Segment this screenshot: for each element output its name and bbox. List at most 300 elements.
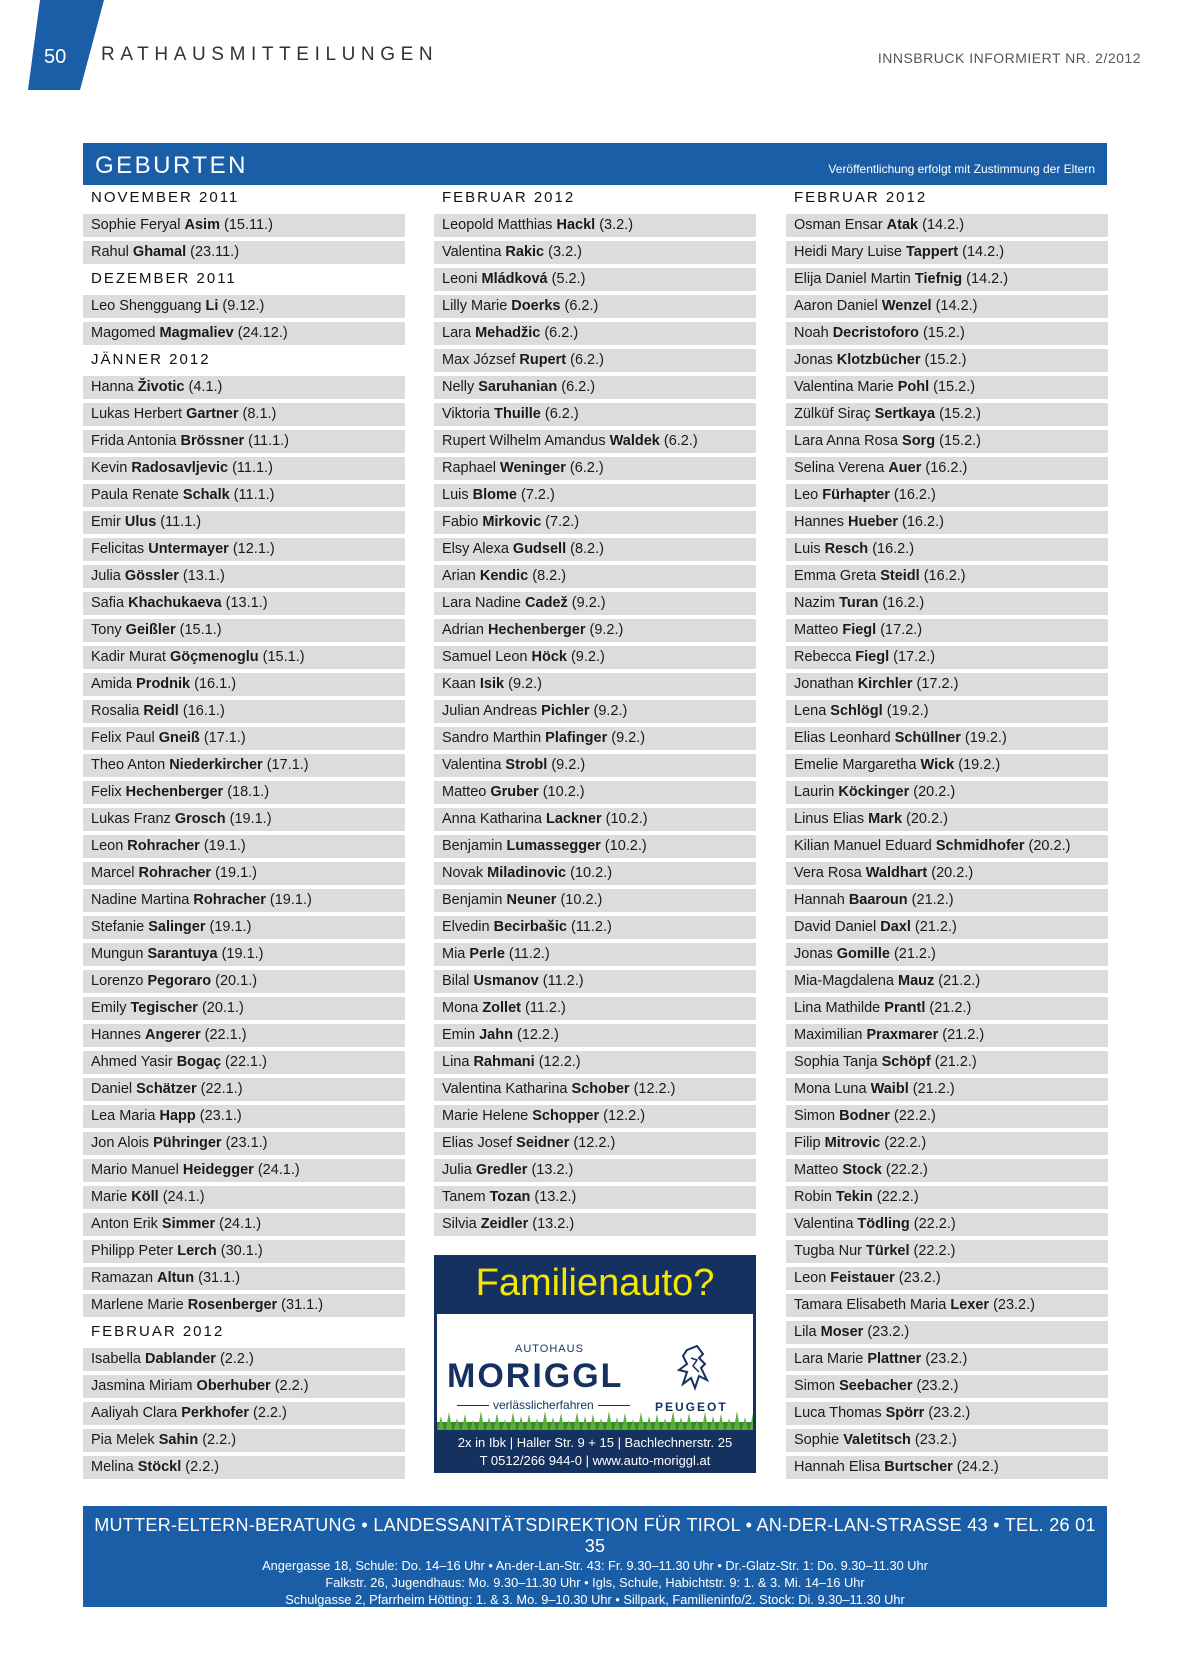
birth-entry	[786, 1159, 1108, 1182]
birth-date: (16.1.)	[190, 676, 237, 692]
surname: Rahmani	[473, 1054, 535, 1070]
surname: Sarantuya	[147, 946, 218, 962]
birth-date: (14.2.)	[958, 244, 1005, 260]
surname: Zeidler	[480, 1216, 529, 1232]
surname: Daxl	[880, 919, 911, 935]
surname: Mauz	[897, 973, 935, 989]
birth-date: (11.1.)	[156, 514, 202, 530]
birth-entry	[83, 511, 405, 534]
birth-entry	[786, 673, 1108, 696]
surname: Reidl	[143, 703, 179, 719]
birth-entry	[434, 430, 756, 453]
given-names: Elvedin	[442, 919, 494, 935]
given-names: Marie	[91, 1189, 132, 1205]
given-names: Emily	[91, 1000, 131, 1016]
birth-date: (13.1.)	[178, 568, 225, 584]
given-names: Leoni	[442, 271, 482, 287]
surname: Oberhuber	[196, 1378, 271, 1394]
given-names: Valentina Katharina	[442, 1081, 572, 1097]
given-names: Kevin	[91, 460, 132, 476]
birth-entry	[786, 916, 1108, 939]
month-heading: NOVEMBER 2011	[83, 187, 405, 210]
surname: Sorg	[902, 433, 936, 449]
birth-entry	[434, 403, 756, 426]
birth-date: (21.2.)	[889, 946, 936, 962]
birth-entry	[786, 565, 1108, 588]
birth-date: (9.2.)	[567, 595, 606, 611]
surname: Lackner	[546, 811, 602, 827]
given-names: Hanna	[91, 379, 138, 395]
given-names: Tony	[91, 622, 126, 638]
given-names: Rupert Wilhelm Amandus	[442, 433, 610, 449]
given-names: Mia-Magdalena	[794, 973, 898, 989]
given-names: Luis	[442, 487, 473, 503]
birth-entry	[434, 1078, 756, 1101]
ad-address: 2x in Ibk | Haller Str. 9 + 15 | Bachlechnerstr. 25	[457, 1435, 733, 1450]
birth-entry	[786, 1294, 1108, 1317]
birth-entry	[434, 673, 756, 696]
birth-date: (31.1.)	[277, 1297, 324, 1313]
birth-date: (23.2.)	[912, 1378, 959, 1394]
given-names: Jonas	[794, 352, 837, 368]
birth-entry	[434, 295, 756, 318]
birth-entry	[786, 295, 1108, 318]
surname: Köll	[131, 1189, 159, 1205]
birth-date: (23.2.)	[863, 1324, 910, 1340]
birth-entry	[434, 349, 756, 372]
ad-headline-band	[437, 1258, 753, 1314]
surname: Perkhofer	[181, 1405, 249, 1421]
birth-date: (15.2.)	[935, 433, 981, 449]
birth-date: (3.2.)	[595, 217, 634, 233]
given-names: Filip	[794, 1135, 825, 1151]
surname: Schöpf	[881, 1054, 931, 1070]
surname: Auer	[888, 460, 922, 476]
surname: Schätzer	[136, 1081, 197, 1097]
birth-date: (9.2.)	[607, 730, 646, 746]
footer-line: Technikerstr. 84, ISD-Wohnheim: Di. 9.30–11.30 Uhr • Wörndlestr. 2: Di. 14–16 Uhr	[360, 1609, 830, 1624]
surname: Gartner	[186, 406, 239, 422]
birth-date: (17.2.)	[889, 649, 936, 665]
surname: Wick	[920, 757, 955, 773]
birth-date: (14.2.)	[931, 298, 978, 314]
surname: Gudsell	[512, 541, 567, 557]
surname: Lumassegger	[506, 838, 601, 854]
given-names: Emir	[91, 514, 125, 530]
surname: Stock	[842, 1162, 882, 1178]
birth-entry	[786, 511, 1108, 534]
given-names: Lorenzo	[91, 973, 148, 989]
birth-date: (21.2.)	[907, 892, 954, 908]
birth-entry	[83, 835, 405, 858]
given-names: Mungun	[91, 946, 148, 962]
surname: Grosch	[174, 811, 226, 827]
birth-entry	[83, 1402, 405, 1425]
birth-date: (24.1.)	[215, 1216, 262, 1232]
surname: Gneiß	[158, 730, 200, 746]
surname: Plafinger	[545, 730, 608, 746]
birth-date: (9.2.)	[589, 703, 628, 719]
given-names: Sophie Feryal	[91, 217, 185, 233]
surname: Usmanov	[473, 973, 539, 989]
given-names: Hannes	[794, 514, 849, 530]
birth-entry	[786, 943, 1108, 966]
birth-entry	[83, 943, 405, 966]
birth-entry	[83, 1267, 405, 1290]
birth-date: (6.2.)	[565, 460, 604, 476]
surname: Isik	[479, 676, 505, 692]
birth-entry	[786, 970, 1108, 993]
surname: Životic	[137, 379, 185, 395]
birth-date: (12.2.)	[512, 1027, 559, 1043]
given-names: Osman Ensar	[794, 217, 887, 233]
given-names: Marie Helene	[442, 1108, 533, 1124]
birth-entry	[83, 1186, 405, 1209]
birth-date: (16.2.)	[889, 487, 936, 503]
given-names: David Daniel	[794, 919, 881, 935]
given-names: Leon	[91, 838, 128, 854]
birth-date: (13.1.)	[221, 595, 268, 611]
given-names: Samuel Leon	[442, 649, 532, 665]
given-names: Benjamin	[442, 892, 507, 908]
surname: Geißler	[125, 622, 176, 638]
given-names: Valentina Marie	[794, 379, 898, 395]
birth-date: (19.1.)	[199, 838, 246, 854]
given-names: Simon	[794, 1378, 840, 1394]
birth-date: (16.1.)	[178, 703, 225, 719]
birth-entry	[83, 808, 405, 831]
surname: Tozan	[489, 1189, 531, 1205]
birth-entry	[434, 808, 756, 831]
given-names: Rahul	[91, 244, 133, 260]
birth-date: (3.2.)	[544, 244, 582, 260]
birth-entry	[434, 268, 756, 291]
birth-date: (19.1.)	[225, 811, 272, 827]
given-names: Valentina	[442, 757, 506, 773]
surname: Bogaç	[176, 1054, 222, 1070]
given-names: Matteo	[442, 784, 491, 800]
surname: Atak	[886, 217, 919, 233]
birth-entry	[786, 835, 1108, 858]
birth-date: (6.2.)	[540, 325, 579, 341]
birth-entry	[83, 700, 405, 723]
surname: Perle	[469, 946, 505, 962]
birth-date: (23.1.)	[195, 1108, 242, 1124]
given-names: Sophie	[794, 1432, 844, 1448]
birth-entry	[786, 862, 1108, 885]
given-names: Jasmina Miriam	[91, 1378, 197, 1394]
given-names: Julia	[442, 1162, 476, 1178]
birth-date: (10.2.)	[566, 865, 613, 881]
birth-date: (19.1.)	[211, 865, 258, 881]
birth-entry	[434, 322, 756, 345]
birth-entry	[83, 214, 405, 237]
birth-date: (11.2.)	[520, 1000, 566, 1016]
birth-date: (21.2.)	[925, 1000, 972, 1016]
birth-date: (6.2.)	[540, 406, 579, 422]
surname: Stöckl	[137, 1459, 182, 1475]
birth-entry	[786, 727, 1108, 750]
birth-date: (15.11.)	[219, 217, 273, 233]
surname: Weninger	[500, 460, 566, 476]
surname: Schober	[571, 1081, 630, 1097]
surname: Gredler	[475, 1162, 528, 1178]
surname: Fürhapter	[822, 487, 890, 503]
surname: Rohracher	[127, 838, 200, 854]
birth-entry	[786, 1078, 1108, 1101]
birth-date: (14.2.)	[962, 271, 1009, 287]
birth-date: (22.2.)	[909, 1216, 956, 1232]
month-heading: FEBRUAR 2012	[434, 187, 756, 210]
surname: Turan	[839, 595, 879, 611]
given-names: Lara Marie	[794, 1351, 868, 1367]
birth-entry	[434, 592, 756, 615]
given-names: Anna Katharina	[442, 811, 546, 827]
given-names: Felicitas	[91, 541, 149, 557]
surname: Kirchler	[857, 676, 913, 692]
birth-entry	[83, 457, 405, 480]
surname: Sertkaya	[874, 406, 936, 422]
birth-date: (20.2.)	[909, 784, 956, 800]
birth-entry	[434, 538, 756, 561]
birth-date: (7.2.)	[516, 487, 555, 503]
birth-entry	[83, 646, 405, 669]
birth-entry	[786, 997, 1108, 1020]
birth-date: (11.2.)	[504, 946, 550, 962]
birth-date: (21.2.)	[910, 919, 957, 935]
surname: Göçmenoglu	[169, 649, 259, 665]
birth-date: (9.2.)	[585, 622, 624, 638]
given-names: Julian Andreas	[442, 703, 542, 719]
surname: Gössler	[124, 568, 179, 584]
birth-entry	[83, 1375, 405, 1398]
birth-entry	[434, 754, 756, 777]
birth-entry	[434, 1024, 756, 1047]
surname: Spörr	[885, 1405, 925, 1421]
given-names: Kilian Manuel Eduard	[794, 838, 936, 854]
birth-date: (8.2.)	[528, 568, 567, 584]
surname: Türkel	[866, 1243, 910, 1259]
given-names: Mona	[442, 1000, 483, 1016]
birth-date: (11.2.)	[566, 919, 612, 935]
surname: Dablander	[145, 1351, 216, 1367]
surname: Magmaliev	[159, 325, 234, 341]
given-names: Safia	[91, 595, 129, 611]
given-names: Theo Anton	[91, 757, 170, 773]
birth-date: (30.1.)	[216, 1243, 263, 1259]
given-names: Jonas	[794, 946, 837, 962]
birth-date: (31.1.)	[194, 1270, 241, 1286]
surname: Asim	[184, 217, 220, 233]
birth-date: (22.2.)	[889, 1108, 936, 1124]
given-names: Max József	[442, 352, 520, 368]
birth-date: (5.2.)	[547, 271, 586, 287]
surname: Wenzel	[881, 298, 932, 314]
birth-date: (21.2.)	[930, 1054, 977, 1070]
birth-date: (15.2.)	[918, 325, 965, 341]
surname: Neuner	[506, 892, 557, 908]
page-number: 50	[44, 46, 67, 68]
birth-entry	[83, 538, 405, 561]
given-names: Linus Elias	[794, 811, 869, 827]
surname: Thuille	[494, 406, 541, 422]
given-names: Silvia	[442, 1216, 481, 1232]
birth-entry	[786, 403, 1108, 426]
surname: Saruhanian	[478, 379, 558, 395]
surname: Waldek	[609, 433, 660, 449]
surname: Burtscher	[884, 1459, 953, 1475]
surname: Simmer	[161, 1216, 216, 1232]
surname: Kendic	[479, 568, 529, 584]
birth-entry	[434, 700, 756, 723]
surname: Rohracher	[138, 865, 212, 881]
birth-entry	[434, 619, 756, 642]
surname: Brössner	[180, 433, 245, 449]
birth-date: (12.2.)	[534, 1054, 581, 1070]
births-banner	[83, 143, 1107, 185]
given-names: Mario Manuel	[91, 1162, 183, 1178]
ad-headline: Familienauto?	[475, 1262, 715, 1304]
given-names: Matteo	[794, 1162, 843, 1178]
given-names: Frida Antonia	[91, 433, 181, 449]
birth-date: (24.1.)	[158, 1189, 205, 1205]
birth-date: (24.2.)	[952, 1459, 999, 1475]
birth-date: (21.2.)	[934, 973, 981, 989]
given-names: Elias Leonhard	[794, 730, 895, 746]
birth-entry	[786, 322, 1108, 345]
footer-line: Angergasse 18, Schule: Do. 14–16 Uhr • An-der-Lan-Str. 43: Fr. 9.30–11.30 Uhr • Dr.-Glatz-Str. 1: Do. 9.30–11.30 Uhr	[262, 1558, 928, 1573]
surname: Tegischer	[130, 1000, 198, 1016]
given-names: Lila	[794, 1324, 821, 1340]
birth-date: (19.2.)	[882, 703, 929, 719]
tagline-rule-left	[457, 1405, 489, 1406]
surname: Schlögl	[830, 703, 883, 719]
surname: Köckinger	[838, 784, 910, 800]
surname: Niederkircher	[169, 757, 263, 773]
given-names: Kaan	[442, 676, 480, 692]
birth-entry	[786, 241, 1108, 264]
surname: Gomille	[836, 946, 890, 962]
given-names: Rebecca	[794, 649, 856, 665]
surname: Schalk	[182, 487, 230, 503]
given-names: Melina	[91, 1459, 138, 1475]
birth-entry	[786, 1186, 1108, 1209]
birth-entry	[786, 457, 1108, 480]
birth-entry	[786, 1051, 1108, 1074]
birth-date: (15.1.)	[258, 649, 305, 665]
birth-entry	[83, 484, 405, 507]
birth-date: (20.2.)	[902, 811, 948, 827]
given-names: Laurin	[794, 784, 839, 800]
surname: Radosavljevic	[131, 460, 229, 476]
birth-entry	[83, 997, 405, 1020]
birth-entry	[786, 1321, 1108, 1344]
birth-date: (16.2.)	[919, 568, 966, 584]
birth-date: (22.2.)	[880, 1135, 927, 1151]
surname: Valetitsch	[843, 1432, 911, 1448]
surname: Bodner	[839, 1108, 890, 1124]
birth-date: (22.1.)	[221, 1054, 267, 1070]
birth-entry	[83, 1240, 405, 1263]
surname: Mirkovic	[482, 514, 542, 530]
births-column-1	[83, 187, 405, 1483]
birth-date: (16.2.)	[897, 514, 944, 530]
birth-entry	[434, 862, 756, 885]
birth-entry	[83, 1348, 405, 1371]
given-names: Matteo	[794, 622, 843, 638]
birth-entry	[83, 376, 405, 399]
birth-entry	[434, 835, 756, 858]
birth-date: (12.2.)	[599, 1108, 646, 1124]
surname: Cadež	[525, 595, 568, 611]
birth-date: (6.2.)	[560, 298, 599, 314]
birth-entry	[786, 1267, 1108, 1290]
given-names: Aaron Daniel	[794, 298, 882, 314]
given-names: Tugba Nur	[794, 1243, 866, 1259]
given-names: Isabella	[91, 1351, 146, 1367]
birth-entry	[786, 1105, 1108, 1128]
surname: Prantl	[884, 1000, 926, 1016]
surname: Mládková	[481, 271, 548, 287]
given-names: Lukas Herbert	[91, 406, 187, 422]
birth-date: (10.2.)	[601, 811, 648, 827]
birth-entry	[434, 781, 756, 804]
birth-date: (10.2.)	[538, 784, 585, 800]
ad-contact[interactable]: T 0512/266 944-0 | www.auto-moriggl.at	[479, 1453, 711, 1468]
surname: Mark	[868, 811, 903, 827]
surname: Decristoforo	[832, 325, 919, 341]
given-names: Elias Josef	[442, 1135, 517, 1151]
birth-date: (11.2.)	[538, 973, 584, 989]
birth-entry	[83, 1456, 405, 1479]
surname: Klotzbücher	[836, 352, 921, 368]
month-heading: JÄNNER 2012	[83, 349, 405, 372]
given-names: Marcel	[91, 865, 139, 881]
birth-entry	[786, 1429, 1108, 1452]
birth-date: (17.1.)	[199, 730, 246, 746]
births-column-3	[786, 187, 1108, 1483]
birth-date: (23.2.)	[894, 1270, 941, 1286]
birth-entry	[83, 781, 405, 804]
birth-entry	[786, 592, 1108, 615]
birth-date: (24.12.)	[233, 325, 288, 341]
footer-title: MUTTER-ELTERN-BERATUNG • LANDESSANITÄTSDIREKTION FÜR TIROL • AN-DER-LAN-STRASSE 43 • TEL. 26 01 35	[94, 1515, 1096, 1556]
surname: Ghamal	[132, 244, 187, 260]
birth-entry	[83, 1078, 405, 1101]
given-names: Tamara Elisabeth Maria	[794, 1297, 951, 1313]
birth-date: (6.2.)	[566, 352, 604, 368]
birth-date: (17.2.)	[912, 676, 959, 692]
birth-entry	[83, 619, 405, 642]
surname: Miladinovic	[487, 865, 567, 881]
given-names: Nelly	[442, 379, 479, 395]
birth-entry	[434, 241, 756, 264]
birth-date: (16.2.)	[868, 541, 915, 557]
given-names: Lina Mathilde	[794, 1000, 885, 1016]
birth-entry	[786, 754, 1108, 777]
birth-entry	[786, 808, 1108, 831]
surname: Happ	[159, 1108, 196, 1124]
car-dealer-ad[interactable]	[434, 1255, 756, 1473]
birth-entry	[83, 754, 405, 777]
given-names: Emelie Margaretha	[794, 757, 921, 773]
given-names: Bilal	[442, 973, 474, 989]
birth-entry	[786, 1024, 1108, 1047]
birth-date: (15.2.)	[935, 406, 981, 422]
surname: Tappert	[906, 244, 959, 260]
birth-entry	[786, 1348, 1108, 1371]
birth-entry	[786, 484, 1108, 507]
